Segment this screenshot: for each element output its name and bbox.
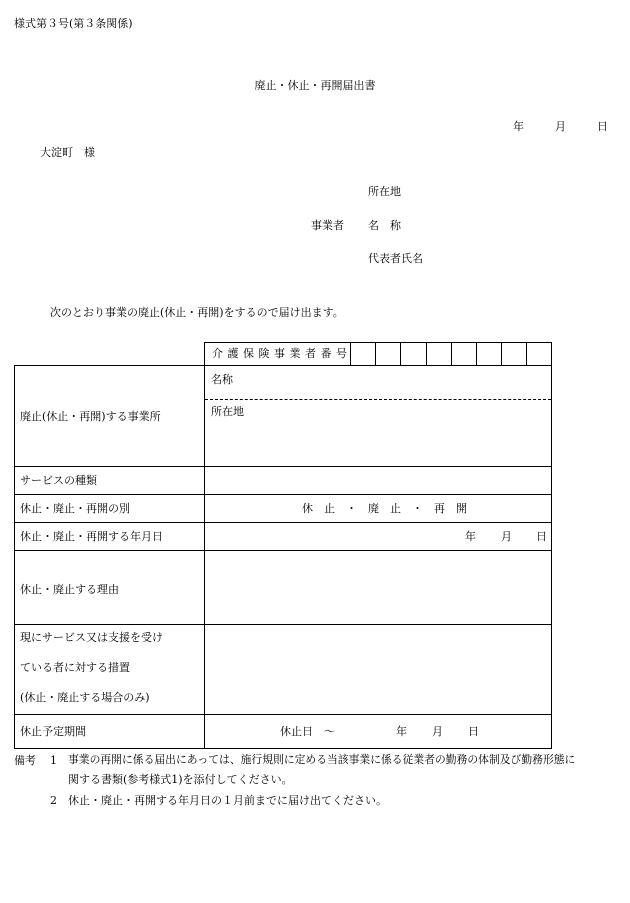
note-2-number: 2 [50,794,57,807]
provider-number-digit-2[interactable] [376,343,400,365]
date-year-label: 年 [513,120,524,133]
notes-heading: 備考 [14,754,36,767]
document-title: 廃止・休止・再開届出書 [254,79,376,92]
reason-field[interactable] [205,551,551,624]
facility-label: 廃止(休止・再開)する事業所 [20,410,161,423]
provider-number-digit-5[interactable] [452,343,476,365]
provider-number-digit-6[interactable] [477,343,501,365]
note-1-line1: 事業の再開に係る届出にあっては、施行規則に定める当該事業に係る従業者の勤務の体制及び勤務形態に [68,753,576,766]
reason-label: 休止・廃止する理由 [20,583,119,596]
submission-date [513,121,608,132]
intro-statement: 次のとおり事業の廃止(休止・再開)をするので届け出ます。 [50,306,344,319]
measures-field[interactable] [205,625,551,714]
applicant-name-label: 名 称 [368,219,401,232]
applicant-representative-label: 代表者氏名 [368,252,423,265]
measures-label-line2: ている者に対する措置 [20,661,130,674]
note-2-text: 休止・廃止・再開する年月日の１月前までに届け出てください。 [68,794,387,807]
measures-label-line3: (休止・廃止する場合のみ) [20,691,150,704]
facility-name-field[interactable] [244,367,549,397]
category-options[interactable]: 休 止 ・ 廃 止 ・ 再 開 [302,502,467,515]
facility-address-field[interactable] [254,401,549,464]
period-month: 月 [432,725,443,738]
date-day-label: 日 [597,120,608,133]
provider-number-digit-8[interactable] [527,343,551,365]
period-year: 年 [396,725,407,738]
measures-label-line1: 現にサービス又は支援を受け [20,631,163,644]
provider-number-digit-7[interactable] [502,343,526,365]
note-1-line2: 関する書類(参考様式1)を添付してください。 [68,773,293,786]
provider-number-digit-4[interactable] [427,343,451,365]
notification-table [14,342,552,749]
period-day: 日 [468,725,479,738]
note-1-number: 1 [50,754,57,767]
change-date-year: 年 [465,530,476,543]
addressee: 大淀町 様 [40,146,95,159]
change-date-month: 月 [501,530,512,543]
form-number: 様式第３号(第３条関係) [14,17,133,30]
provider-number-digit-3[interactable] [401,343,426,365]
change-date-label: 休止・廃止・再開する年月日 [20,530,163,543]
facility-name-label: 名称 [211,373,233,386]
category-label: 休止・廃止・再開の別 [20,502,130,515]
period-start-label: 休止日 ～ [280,725,335,738]
facility-address-label: 所在地 [211,405,244,418]
period-label: 休止予定期間 [20,725,86,738]
change-date-day: 日 [536,530,547,543]
service-type-label: サービスの種類 [20,474,97,487]
service-type-field[interactable] [205,467,551,494]
date-month-label: 月 [555,120,566,133]
applicant-operator-label: 事業者 [311,219,344,232]
provider-number-label: 介 護 保 険 事 業 者 番 号 [212,347,348,360]
provider-number-digit-1[interactable] [351,343,375,365]
applicant-address-label: 所在地 [368,185,401,198]
